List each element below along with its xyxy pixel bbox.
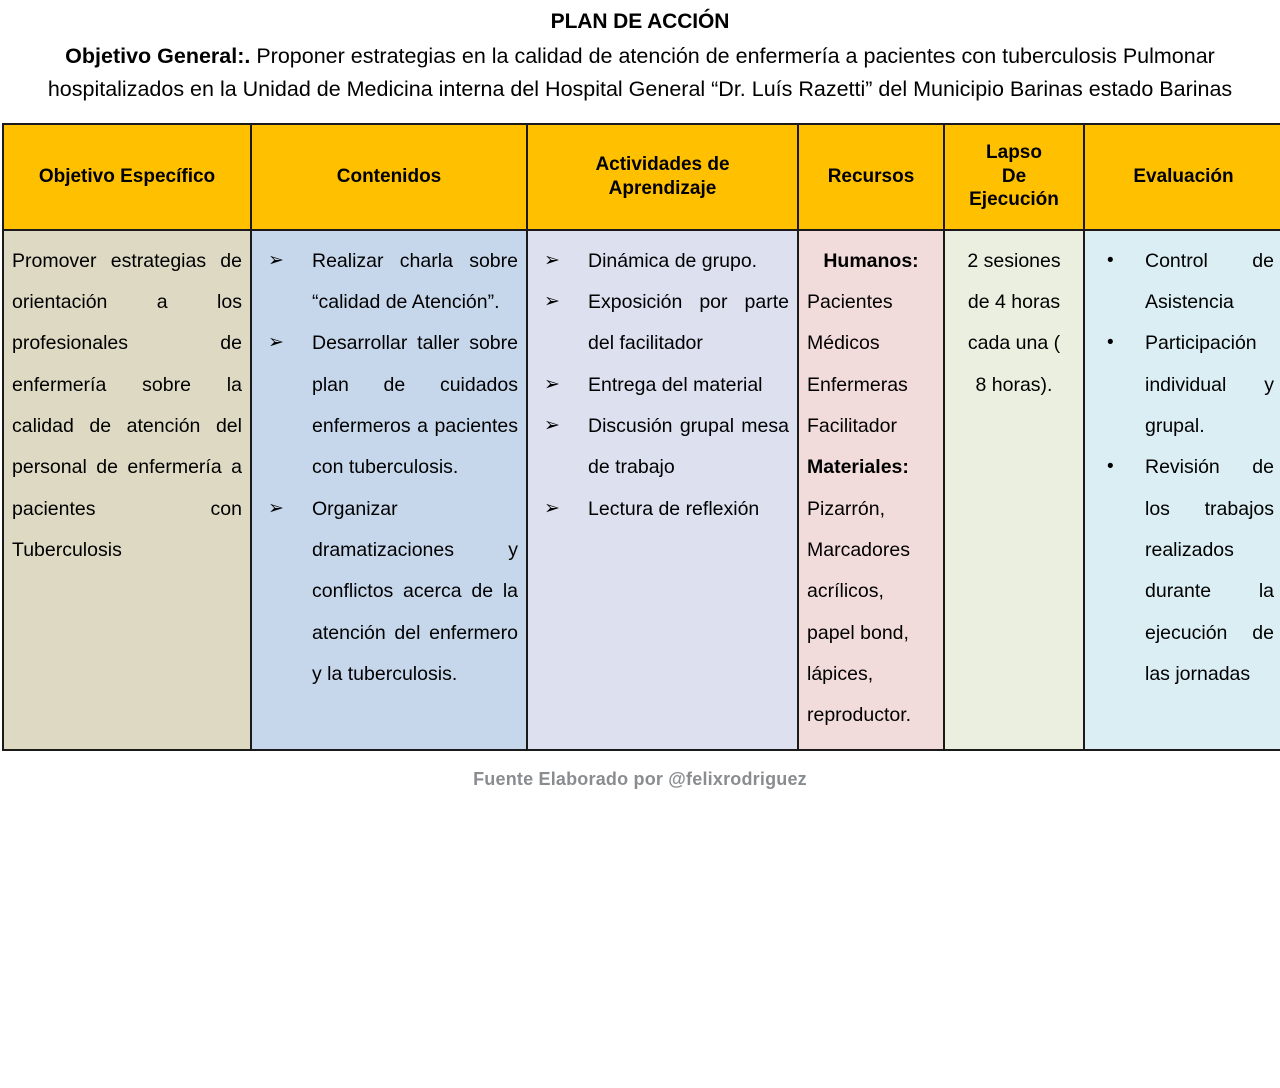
cell-evaluacion	[1084, 230, 1280, 750]
lapso-line: 2 sesiones	[967, 249, 1061, 272]
column-header-lapso-line-3: Ejecución	[969, 189, 1059, 211]
column-header-actividades-line-1: Actividades de	[595, 153, 730, 175]
lapso-line: de 4 horas	[967, 290, 1061, 313]
column-header-actividades-line-2: Aprendizaje	[608, 177, 717, 199]
list-item	[536, 365, 789, 406]
cell-lapso-de-ejecucion	[944, 230, 1084, 750]
recursos-item: acrílicos,	[807, 580, 884, 603]
dot-bullet-icon: •	[1107, 249, 1114, 271]
lapso-text-container	[945, 231, 1083, 418]
recursos-item: Pizarrón,	[807, 497, 886, 520]
contenidos-list	[260, 241, 518, 696]
dot-bullet-icon: •	[1107, 332, 1114, 354]
general-objective-paragraph	[28, 40, 1252, 106]
recursos-item: Marcadores	[807, 538, 910, 561]
arrow-bullet-icon: ➢	[268, 497, 284, 519]
recursos-item: Médicos	[807, 332, 880, 355]
list-item-text: Lectura de reflexión	[588, 497, 760, 520]
source-footer: Fuente Elaborado por @felixrodriguez	[473, 768, 807, 789]
list-item-text: Realizar charla sobre “calidad de Atención”.	[312, 249, 518, 313]
recursos-heading-materiales: Materiales:	[807, 456, 909, 479]
table-header-row	[3, 124, 1280, 230]
list-item	[536, 489, 789, 530]
recursos-item: lápices,	[807, 662, 874, 685]
table-row	[3, 230, 1280, 750]
arrow-bullet-icon: ➢	[268, 249, 284, 271]
page-title: PLAN DE ACCIÓN	[550, 10, 730, 33]
list-item-text: Control de Asistencia	[1145, 249, 1274, 313]
list-item	[536, 282, 789, 365]
evaluacion-list-container	[1085, 231, 1280, 708]
column-header-recursos: Recursos	[798, 124, 944, 230]
arrow-bullet-icon: ➢	[544, 414, 560, 436]
list-item-text: Discusión grupal mesa de trabajo	[588, 414, 789, 479]
list-item-text: Desarrollar taller sobre plan de cuidados enfermeros a pacientes con tuberculosis.	[312, 332, 518, 479]
column-header-objetivo-especifico: Objetivo Específico	[3, 124, 251, 230]
general-objective-label: Objetivo General:.	[65, 44, 251, 69]
list-item-text: Exposición por parte del facilitador	[588, 290, 789, 355]
list-item	[1093, 241, 1274, 324]
cell-recursos	[798, 230, 944, 750]
list-item	[1093, 323, 1274, 447]
column-header-lapso-line-2: De	[1001, 165, 1027, 187]
list-item	[260, 489, 518, 696]
list-item	[536, 406, 789, 489]
recursos-item: Facilitador	[807, 414, 897, 437]
dot-bullet-icon: •	[1107, 456, 1114, 478]
objetivo-especifico-text: Promover estrategias de orientación a los profesionales de enfermería sobre la calidad de atención del personal de enfermería a pacientes con Tuberculosis	[12, 249, 242, 561]
list-item-text: Revisión de los trabajos realizados durante la ejecución de las jornadas	[1145, 456, 1274, 685]
list-item	[260, 241, 518, 324]
table-header-row-group	[3, 124, 1280, 230]
lapso-line: cada una (	[967, 332, 1061, 355]
actividades-list	[536, 241, 789, 530]
recursos-item: reproductor.	[807, 704, 912, 727]
arrow-bullet-icon: ➢	[268, 332, 284, 354]
lapso-line: 8 horas).	[975, 373, 1053, 396]
recursos-item: Enfermeras	[807, 373, 908, 396]
list-item-text: Participación individual y grupal.	[1145, 332, 1274, 437]
recursos-list-container	[799, 231, 943, 749]
cell-actividades-de-aprendizaje	[527, 230, 798, 750]
arrow-bullet-icon: ➢	[544, 249, 560, 271]
cell-contenidos	[251, 230, 527, 750]
arrow-bullet-icon: ➢	[544, 373, 560, 395]
column-header-actividades-de-aprendizaje	[527, 124, 798, 230]
general-objective-text: Proponer estrategias en la calidad de atención de enfermería a pacientes con tuberculosis Pulmonar hospitalizados en la Unidad de Medicina interna del Hospital General “Dr. Luís Razetti” del Municipio Barinas estado Barinas	[47, 44, 1233, 102]
list-item-text: Organizar dramatizaciones y conflictos acerca de la atención del enfermero y la tuberculosis.	[312, 497, 518, 685]
recursos-heading-humanos: Humanos:	[823, 249, 919, 272]
plan-de-accion-table	[2, 123, 1280, 751]
column-header-contenidos: Contenidos	[251, 124, 527, 230]
column-header-lapso-de-ejecucion	[944, 124, 1084, 230]
list-item	[260, 323, 518, 488]
actividades-list-container	[528, 231, 797, 542]
table-body	[3, 230, 1280, 750]
column-header-lapso-line-1: Lapso	[986, 141, 1042, 163]
contenidos-list-container	[252, 231, 526, 708]
recursos-item: papel bond,	[807, 621, 909, 644]
plan-table-container	[0, 123, 1280, 751]
column-header-evaluacion: Evaluación	[1084, 124, 1280, 230]
recursos-item: Pacientes	[807, 290, 893, 313]
cell-objetivo-especifico	[3, 230, 251, 750]
list-item-text: Dinámica de grupo.	[588, 249, 758, 272]
list-item-text: Entrega del material	[588, 373, 763, 396]
list-item	[536, 241, 789, 282]
list-item	[1093, 447, 1274, 695]
evaluacion-list	[1093, 241, 1274, 696]
title-block	[0, 0, 1280, 107]
arrow-bullet-icon: ➢	[544, 290, 560, 312]
arrow-bullet-icon: ➢	[544, 497, 560, 519]
